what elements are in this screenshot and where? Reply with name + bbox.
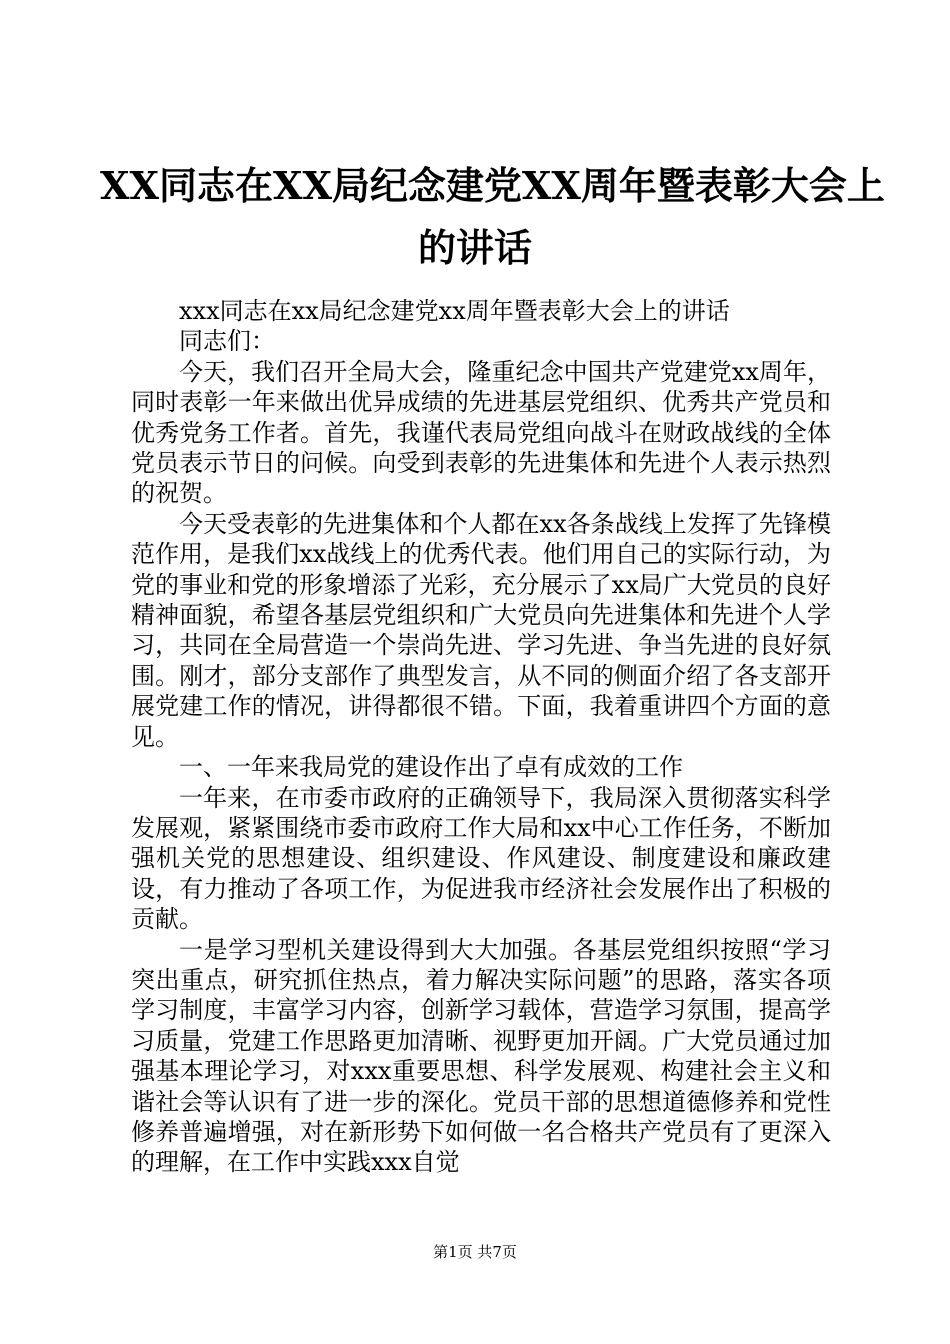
- section-heading: 一、一年来我局党的建设作出了卓有成效的工作: [179, 753, 683, 782]
- document-title-line-2: 的讲话: [417, 225, 532, 270]
- subtitle-paragraph: xxx同志在xx局纪念建党xx周年暨表彰大会上的讲话: [179, 297, 730, 325]
- body-paragraph: 今天受表彰的先进集体和个人都在xx各条战线上发挥了先锋模范作用，是我们xx战线上的优秀代表。他们用自己的实际行动，为党的事业和党的形象增添了光彩，充分展示了xx局广大党员的良好精神面貌，希望各基层党组织和广大党员向先进集体和先进个人学习，共同在全局营造一个崇尚先进、学习先进、争当先进的良好氛围。刚才，部分支部作了典型发言，从不同的侧面介绍了各支部开展党建工作的情况，讲得都很不错。下面，我着重讲四个方面的意见。: [131, 509, 831, 751]
- body-paragraph: 一是学习型机关建设得到大大加强。各基层党组织按照“学习突出重点，研究抓住热点，着力解决实际问题”的思路，落实各项学习制度，丰富学习内容，创新学习载体，营造学习氛围，提高学习质量，党建工作思路更加清晰、视野更加开阔。广大党员通过加强基本理论学习，对xxx重要思想、科学发展观、构建社会主义和谐社会等认识有了进一步的深化。党员干部的思想道德修养和党性修养普遍增强，对在新形势下如何做一名合格共产党员有了更深入的理解，在工作中实践xxx自觉: [131, 935, 831, 1177]
- document-body: [131, 296, 831, 1178]
- body-paragraph: 今天，我们召开全局大会，隆重纪念中国共产党建党xx周年，同时表彰一年来做出优异成绩的先进基层党组织、优秀共产党员和优秀党务工作者。首先，我谨代表局党组向战斗在财政战线的全体党员表示节日的问候。向受到表彰的先进集体和先进个人表示热烈的祝贺。: [131, 357, 831, 508]
- document-title-line-1: XX同志在XX局纪念建党XX周年暨表彰大会上: [100, 163, 885, 208]
- page-number-footer: 第1页 共7页: [433, 1243, 517, 1261]
- salutation-paragraph: 同志们：: [179, 327, 275, 356]
- body-paragraph: 一年来，在市委市政府的正确领导下，我局深入贯彻落实科学发展观，紧紧围绕市委市政府工作大局和xx中心工作任务，不断加强机关党的思想建设、组织建设、作风建设、制度建设和廉政建设，有力推动了各项工作，为促进我市经济社会发展作出了积极的贡献。: [131, 783, 831, 934]
